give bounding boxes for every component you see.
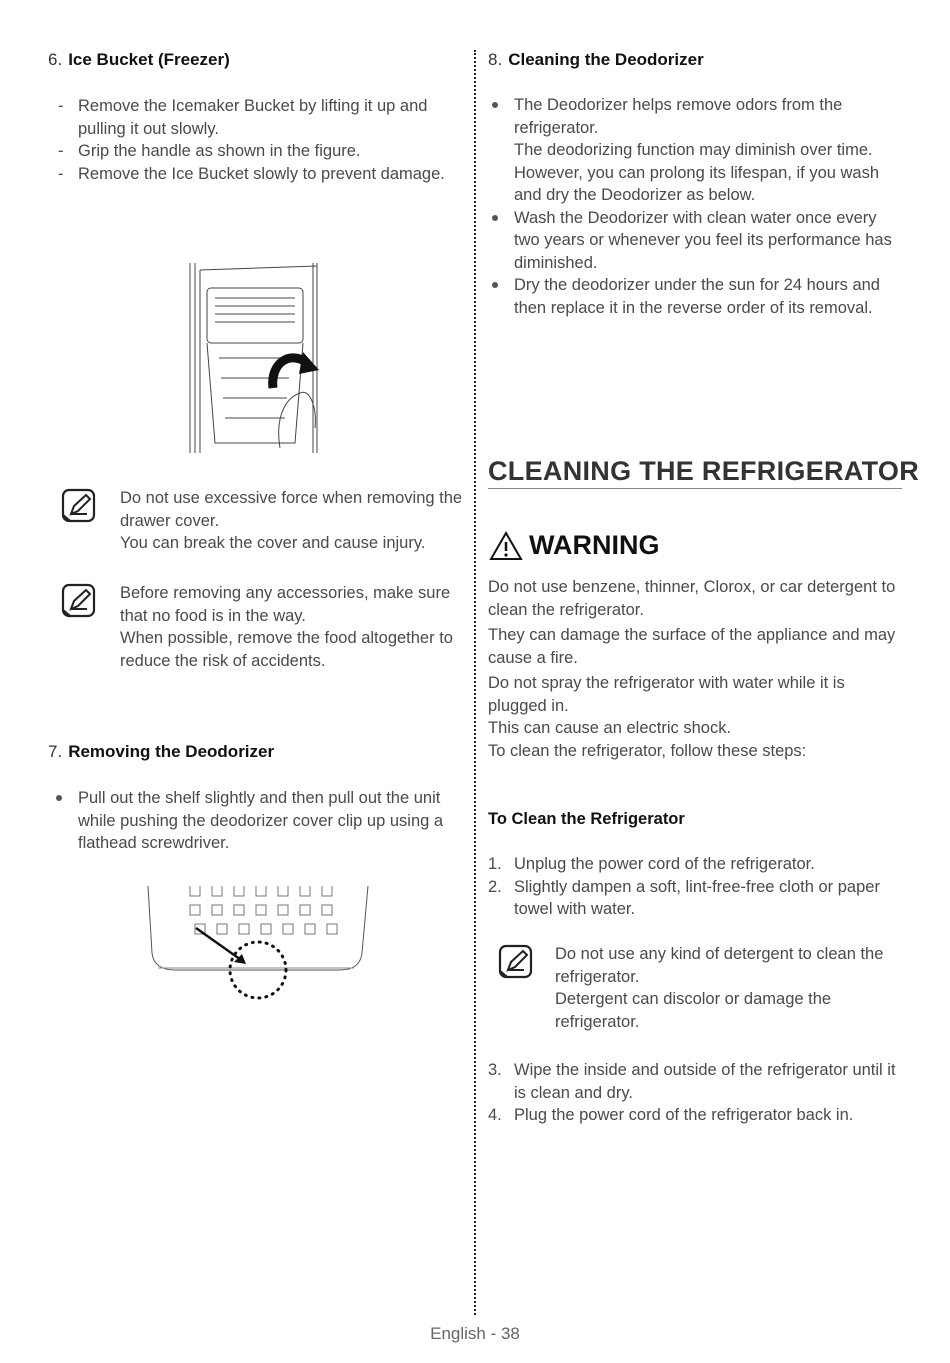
removing-deodorizer-number: 7. [48,742,63,761]
warning-paragraph: They can damage the surface of the appliance and may cause a fire. [488,626,896,667]
list-item: - Remove the Ice Bucket slowly to prevent damage. [52,163,447,186]
removing-deodorizer-heading [48,742,274,762]
removing-deodorizer-title: Removing the Deodorizer [68,742,275,761]
cleaning-deodorizer-heading [488,50,704,70]
list-item: Wash the Deodorizer with clean water once every two years or whenever you feel its performance has diminished. [488,207,898,275]
note-pencil-icon [60,582,98,620]
step-item [488,853,898,876]
warning-title: WARNING [529,530,660,560]
step-text: Wipe the inside and outside of the refrigerator until it is clean and dry. [514,1061,896,1102]
note-detergent [497,943,902,1038]
deodorizer-illustration [140,878,375,1008]
column-divider [474,50,476,1315]
list-item [488,94,898,207]
warning-body [488,576,903,765]
note-text: Before removing any accessories, make sure that no food is in the way. [120,584,451,625]
ice-bucket-list [52,95,447,185]
note-drawer-cover [60,487,470,562]
ice-bucket-number: 6. [48,50,63,69]
to-clean-steps-b [488,1059,898,1127]
ice-bucket-heading [48,50,230,70]
note-pencil-icon [60,487,98,525]
step-item [488,876,898,921]
ice-bucket-title: Ice Bucket (Freezer) [68,50,230,69]
step-number: 2. [488,877,502,896]
to-clean-steps-a [488,853,898,921]
page-footer: English - 38 [430,1324,520,1343]
cleaning-deodorizer-title: Cleaning the Deodorizer [508,50,704,69]
note-text: Detergent can discolor or damage the refrigerator. [555,990,832,1031]
warning-heading [489,530,660,561]
ice-bucket-illustration [185,258,335,458]
note-accessories [60,582,470,677]
list-item: - Grip the handle as shown in the figure. [52,140,447,163]
list-item-text: However, you can prolong its lifespan, if you wash and dry the Deodorizer as below. [514,163,880,204]
to-clean-heading: To Clean the Refrigerator [488,810,685,828]
warning-paragraph: Do not spray the refrigerator with water while it is plugged in. [488,674,845,715]
step-item [488,1104,898,1127]
list-item-text: The deodorizing function may diminish over time. [514,141,873,159]
note-text: Do not use excessive force when removing the drawer cover. [120,489,463,530]
cleaning-deodorizer-list [488,94,898,319]
list-item: Pull out the shelf slightly and then pull out the unit while pushing the deodorizer cover clip up using a flathead screwdriver. [52,787,457,855]
list-item: - Remove the Icemaker Bucket by lifting it up and pulling it out slowly. [52,95,447,140]
step-number: 1. [488,855,502,873]
warning-triangle-icon [489,531,523,561]
step-item [488,1059,898,1104]
removing-deodorizer-list [52,787,457,855]
warning-paragraph: Do not use benzene, thinner, Clorox, or car detergent to clean the refrigerator. [488,578,896,619]
cleaning-deodorizer-number: 8. [488,50,503,69]
note-text: You can break the cover and cause injury. [120,534,426,552]
list-item-text: The Deodorizer helps remove odors from the refrigerator. [514,96,843,137]
section-title-rule [488,488,902,489]
note-text: When possible, remove the food altogether to reduce the risk of accidents. [120,629,453,670]
list-item: Dry the deodorizer under the sun for 24 hours and then replace it in the reverse order of its removal. [488,274,898,319]
step-text: Unplug the power cord of the refrigerator. [514,855,815,873]
warning-paragraph: This can cause an electric shock. [488,719,732,737]
note-text: Do not use any kind of detergent to clean the refrigerator. [555,945,884,986]
step-text: Plug the power cord of the refrigerator back in. [514,1106,854,1124]
section-title: CLEANING THE REFRIGERATOR [488,456,920,486]
step-number: 4. [488,1106,502,1124]
note-pencil-icon [497,943,535,981]
step-number: 3. [488,1061,502,1079]
warning-paragraph: To clean the refrigerator, follow these steps: [488,741,807,760]
step-text: Slightly dampen a soft, lint-free-free cloth or paper towel with water. [514,877,880,918]
